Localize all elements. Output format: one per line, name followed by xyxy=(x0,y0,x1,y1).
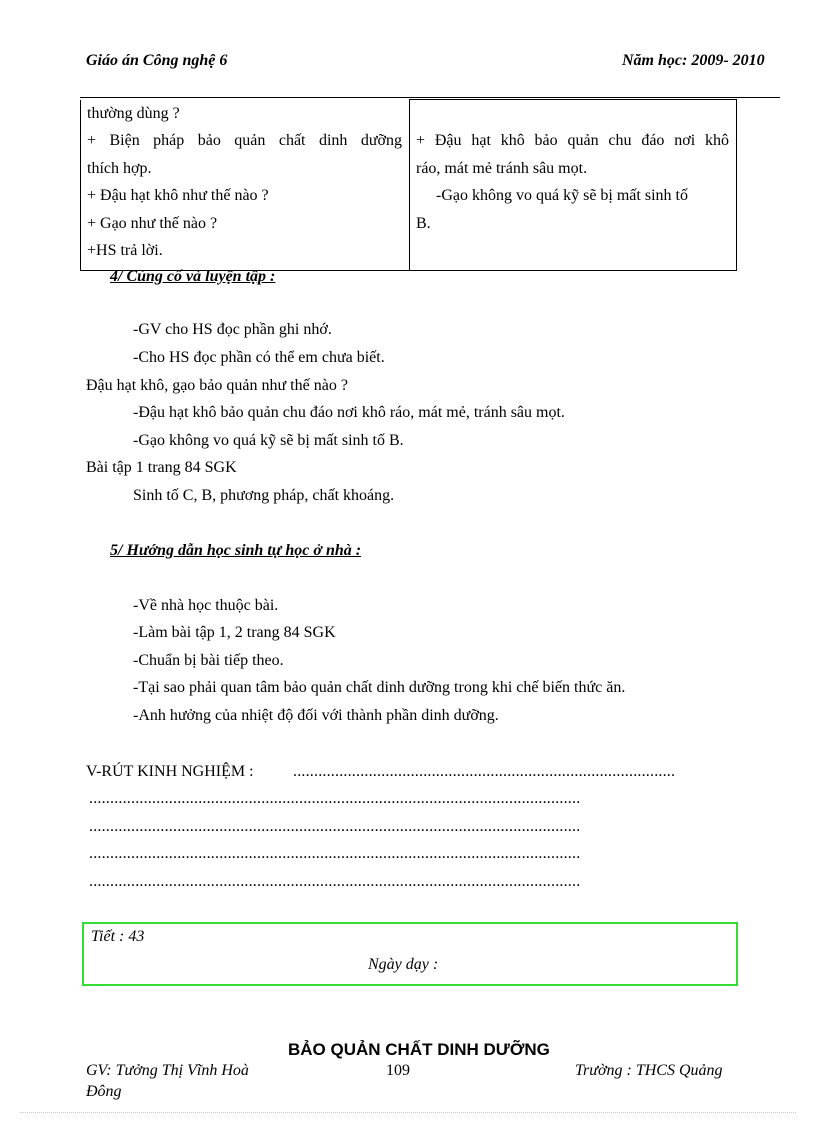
table-row xyxy=(81,100,737,271)
header-school-year: Năm học: 2009- 2010 xyxy=(622,52,765,69)
table-left-line: thường dùng ? xyxy=(87,104,180,122)
section-4-line: Bài tập 1 trang 84 SGK xyxy=(86,459,237,476)
table-right-line: B. xyxy=(416,214,431,232)
section-4-line: -Đậu hạt khô bảo quản chu đáo nơi khô ráo, mát mẻ, tránh sâu mọt. xyxy=(133,404,565,421)
table-right-line: + Đậu hạt khô bảo quản chu đáo nơi khô xyxy=(416,132,729,149)
table-left-line: +HS trả lời. xyxy=(87,242,163,260)
header-rule xyxy=(80,97,780,98)
page-number: 109 xyxy=(386,1062,410,1079)
experience-dots: ..................................................................................................................... xyxy=(89,818,581,835)
table-left-line: + Đậu hạt khô như thế nào ? xyxy=(87,187,269,205)
footer-school: Trường : THCS Quảng xyxy=(575,1062,723,1079)
section-4-line: Sinh tố C, B, phương pháp, chất khoáng. xyxy=(133,487,395,504)
table-left-line: + Biện pháp bảo quản chất dinh dưỡng xyxy=(87,132,402,150)
content-cell xyxy=(410,100,737,271)
experience-label: V-RÚT KINH NGHIỆM : xyxy=(86,763,254,780)
section-4-line: -Cho HS đọc phần có thể em chưa biết. xyxy=(133,349,385,366)
experience-dots: ..................................................................................................................... xyxy=(89,873,581,890)
next-lesson-title: BẢO QUẢN CHẤT DINH DƯỠNG xyxy=(288,1040,550,1059)
page-bottom-rule xyxy=(20,1112,796,1113)
section-4-line: Đậu hạt khô, gạo bảo quản như thế nào ? xyxy=(86,377,348,394)
section-5-line: -Tại sao phải quan tâm bảo quản chất dinh dưỡng trong khi chế biến thức ăn. xyxy=(133,679,626,696)
section-4-line: -Gạo không vo quá kỹ sẽ bị mất sinh tố B. xyxy=(133,432,404,449)
footer-school-cont: Đông xyxy=(86,1083,122,1100)
teaching-date: Ngày dạy : xyxy=(368,956,439,973)
header-subject: Giáo án Công nghệ 6 xyxy=(86,52,228,69)
table-right-line: -Gạo không vo quá kỹ sẽ bị mất sinh tố xyxy=(436,187,688,205)
table-left-line: thích hợp. xyxy=(87,159,152,177)
lesson-number: Tiết : 43 xyxy=(91,928,145,945)
section-5-line: -Chuẩn bị bài tiếp theo. xyxy=(133,652,284,669)
experience-dots: ..................................................................................................................... xyxy=(89,845,581,862)
experience-dots: ..................................................................................................................... xyxy=(89,790,581,807)
lesson-table xyxy=(80,99,737,271)
table-right-line: ráo, mát mẻ tránh sâu mọt. xyxy=(416,159,588,177)
footer-teacher: GV: Tưởng Thị Vĩnh Hoà xyxy=(86,1062,249,1079)
section-4-line: -GV cho HS đọc phần ghi nhớ. xyxy=(133,321,332,338)
lesson-info-box xyxy=(82,922,738,986)
teacher-activity-cell xyxy=(81,100,410,271)
experience-dots: ........................................................................................... xyxy=(293,763,676,780)
section-5-line: -Anh hưởng của nhiệt độ đối với thành phần dinh dưỡng. xyxy=(133,707,499,724)
section-4-heading: 4/ Củng cố và luyện tập : xyxy=(110,268,276,285)
table-left-line: + Gạo như thế nào ? xyxy=(87,214,218,232)
section-5-heading: 5/ Hướng dẫn học sinh tự học ở nhà : xyxy=(110,542,362,559)
section-5-line: -Về nhà học thuộc bài. xyxy=(133,597,279,614)
section-5-line: -Làm bài tập 1, 2 trang 84 SGK xyxy=(133,624,336,641)
